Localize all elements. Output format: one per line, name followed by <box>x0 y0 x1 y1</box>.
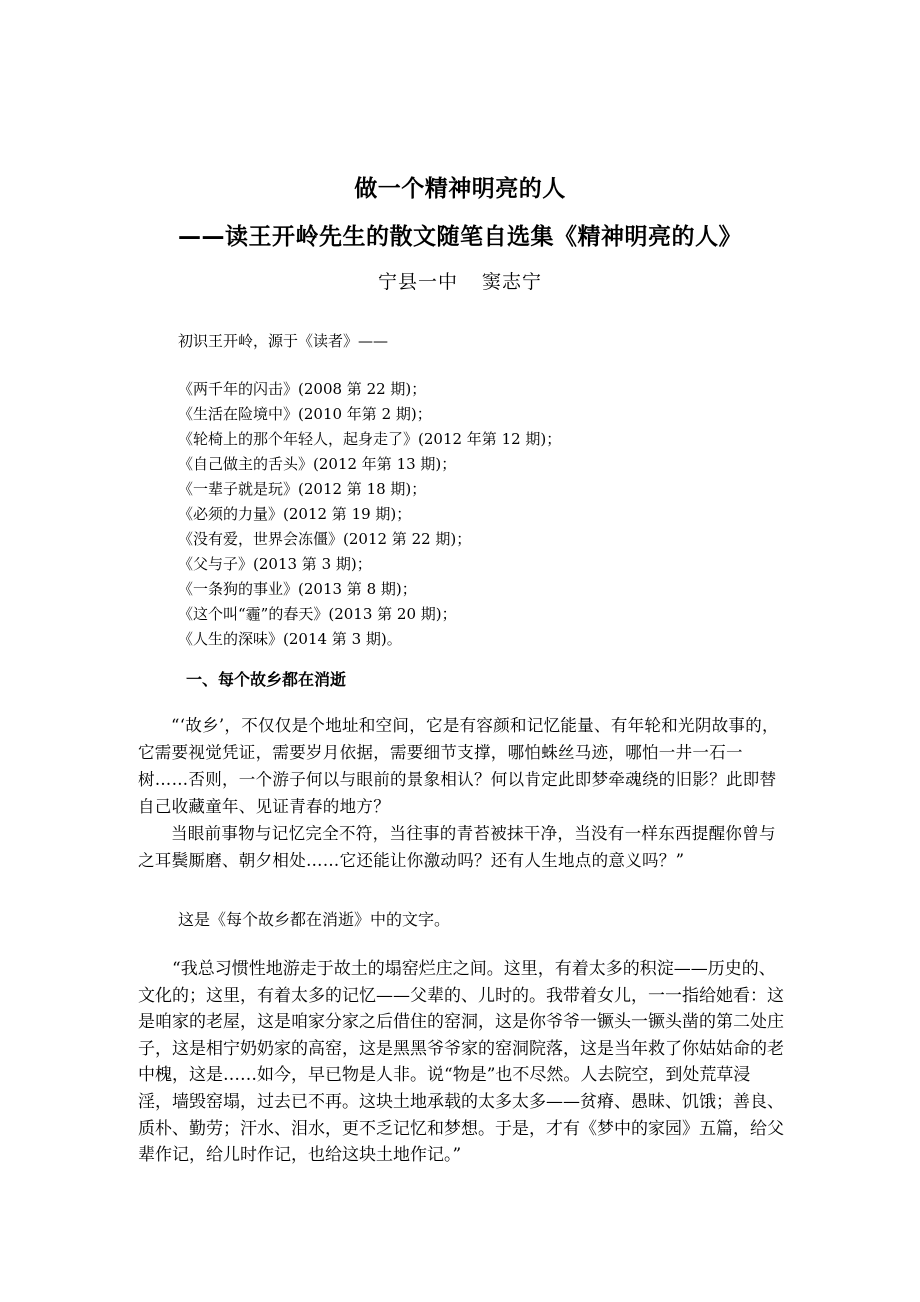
list-item: 《生活在险境中》(2010 年第 2 期)； <box>178 405 432 423</box>
author-school: 宁县一中 <box>377 271 458 293</box>
list-item: 《一辈子就是玩》(2012 第 18 期)； <box>178 480 427 498</box>
quote-paragraph: 当眼前事物与记忆完全不符，当往事的青苔被抹干净，当没有一样东西提醒你曾与之耳鬓厮磨、朝夕相处……它还能让你激动吗？还有人生地点的意义吗？” <box>138 824 776 870</box>
list-item: 《自己做主的舌头》(2012 年第 13 期)； <box>178 455 457 473</box>
list-item: 《没有爱，世界会冻僵》(2012 第 22 期)； <box>178 530 472 548</box>
document-title: 做一个精神明亮的人 <box>354 176 566 202</box>
quote-paragraph: “‘故乡’，不仅仅是个地址和空间，它是有容颜和记忆能量、有年轮和光阴故事的，它需要视觉凭证，需要岁月依据，需要细节支撑，哪怕蛛丝马迹，哪怕一井一石一树……否则，一个游子何以与眼前的景象相认？何以肯定此即梦牵魂绕的旧影？此即替自己收藏童年、见证青春的地方？ <box>138 716 779 816</box>
author-line <box>0 267 920 294</box>
list-item: 《父与子》(2013 第 3 期)； <box>178 555 372 573</box>
list-item: 《这个叫“霾”的春天》(2013 第 20 期)； <box>178 605 457 623</box>
list-item: 《必须的力量》(2012 第 19 期)； <box>178 505 412 523</box>
list-item: 《人生的深味》(2014 第 3 期)。 <box>178 630 402 648</box>
quote-block-1 <box>138 712 782 874</box>
section-heading: 一、每个故乡都在消逝 <box>186 670 347 689</box>
list-item: 《轮椅上的那个年轻人，起身走了》(2012 年第 12 期)； <box>178 430 562 448</box>
author-name: 窦志宁 <box>482 271 543 293</box>
list-item: 《两千年的闪击》(2008 第 22 期)； <box>178 380 427 398</box>
document-subtitle: ——读王开岭先生的散文随笔自选集《精神明亮的人》 <box>178 224 742 250</box>
quote-block-2 <box>138 956 784 1169</box>
intro-line: 初识王开岭，源于《读者》—— <box>178 332 389 350</box>
works-list <box>178 377 561 652</box>
list-item: 《一条狗的事业》(2013 第 8 期)； <box>178 580 417 598</box>
source-note: 这是《每个故乡都在消逝》中的文字。 <box>178 910 451 929</box>
quote-paragraph: “我总习惯性地游走于故土的塌窑烂庄之间。这里，有着太多的积淀——历史的、文化的；这里，有着太多的记忆——父辈的、儿时的。我带着女儿，一一指给她看：这是咱家的老屋，这是咱家分家之后借住的窑洞，这是你爷爷一镢头一镢头凿的第二处庄子，这是相宁奶奶家的高窑，这是黑黑爷爷家的窑洞院落，这是当年救了你姑姑命的老中槐，这是……如今，早已物是人非。说“物是”也不尽然。人去院空，到处荒草浸淫，墙毁窑塌，过去已不再。这块土地承载的太多太多——贫瘠、愚昧、饥饿；善良、质朴、勤劳；汗水、泪水，更不乏记忆和梦想。于是，才有《梦中的家园》五篇，给父辈作记，给儿时作记，也给这块土地作记。” <box>138 959 784 1166</box>
